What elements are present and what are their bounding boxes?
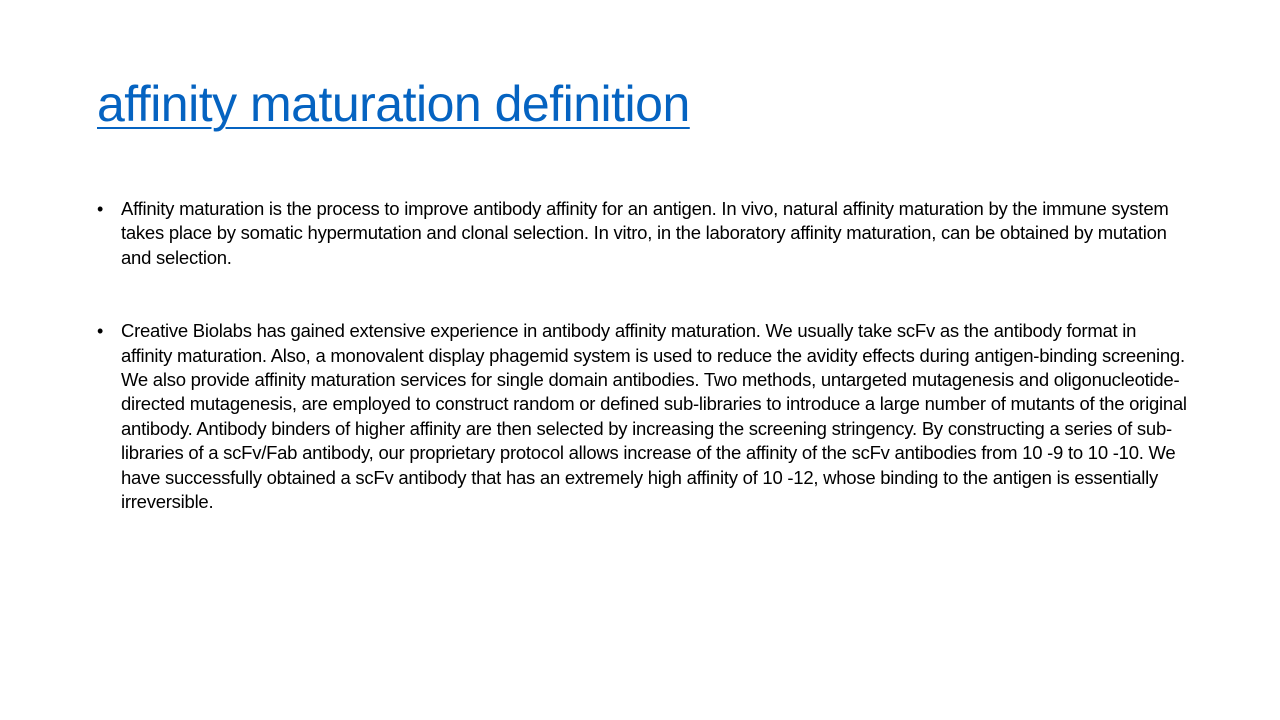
bullet-text: Creative Biolabs has gained extensive experience in antibody affinity maturation. We usually take scFv as the antibody format in affinity maturation. Also, a monovalent display phagemid system is used to reduce the avidity effects during antigen-binding screening. We also provide affinity maturation services for single domain antibodies. Two methods, untargeted mutagenesis and oligonucleotide-directed mutagenesis, are employed to construct random or defined sub-libraries to introduce a large number of mutants of the original antibody. Antibody binders of higher affinity are then selected by increasing the screening stringency. By constructing a series of sub-libraries of a scFv/Fab antibody, our proprietary protocol allows increase of the affinity of the scFv antibodies from 10 -9 to 10 -10. We have successfully obtained a scFv antibody that has an extremely high affinity of 10 -12, whose binding to the antigen is essentially irreversible. <box>121 320 1187 513</box>
bullet-marker: • <box>97 199 104 219</box>
bullet-list <box>97 197 1187 514</box>
bullet-marker: • <box>97 321 104 342</box>
bullet-item <box>97 197 1187 270</box>
bullet-item <box>97 319 1187 514</box>
bullet-text: Affinity maturation is the process to improve antibody affinity for an antigen. In vivo, natural affinity maturation by the immune system takes place by somatic hypermutation and clonal selection. In vitro, in the laboratory affinity maturation, can be obtained by mutation and selection. <box>121 198 1169 268</box>
slide-title[interactable]: affinity maturation definition <box>97 76 690 132</box>
